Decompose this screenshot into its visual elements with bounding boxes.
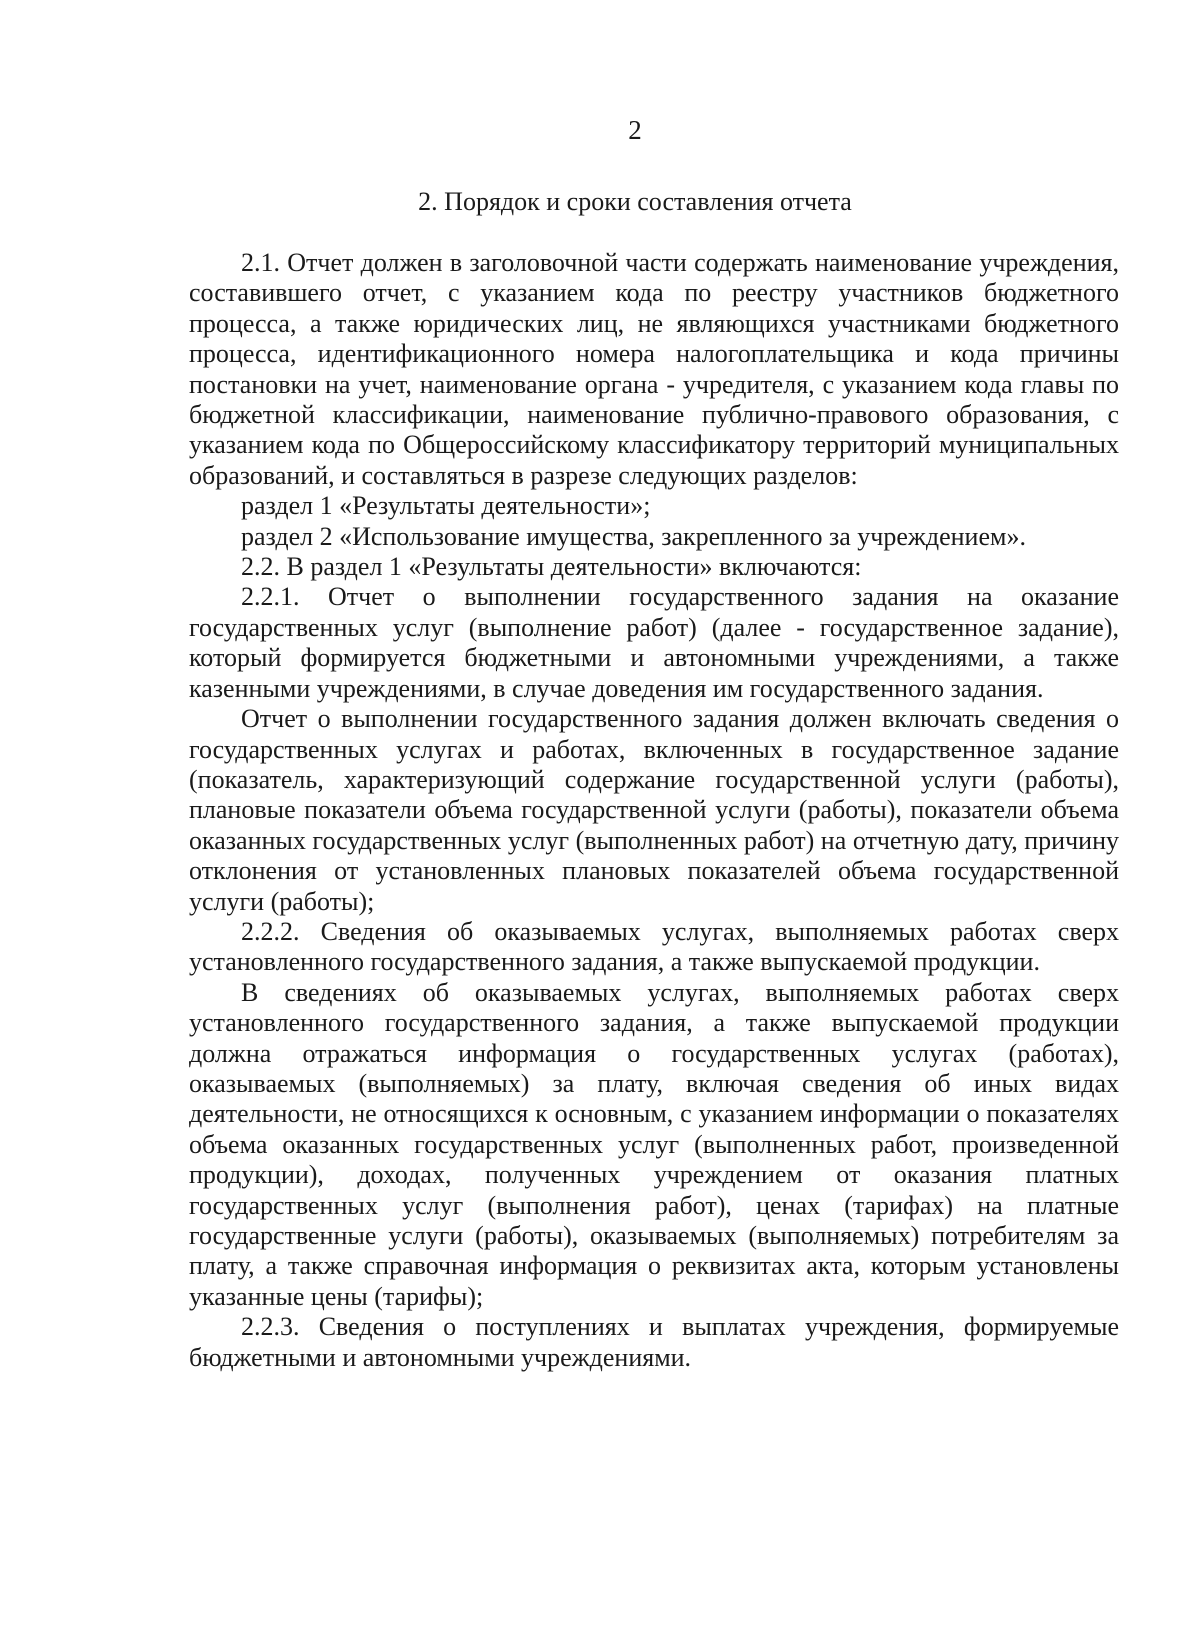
paragraph-2-2: 2.2. В раздел 1 «Результаты деятельности» включаются: <box>241 552 862 582</box>
paragraph-2-2-2: 2.2.2. Сведения об оказываемых услугах, выполняемых работах сверх установленного государственного задания, а также выпускаемой продукции. <box>189 916 1119 977</box>
paragraph-section-1: раздел 1 «Результаты деятельности»; <box>241 491 651 521</box>
page-number: 2 <box>628 115 642 145</box>
section-title: 2. Порядок и сроки составления отчета <box>418 187 852 216</box>
paragraph-section-2: раздел 2 «Использование имущества, закрепленного за учреждением». <box>241 521 1026 551</box>
paragraph-services-info: В сведениях об оказываемых услугах, выполняемых работах сверх установленного государственного задания, а также выпускаемой продукции должна отражаться информация о государственных услугах (работах), оказываемых (выполняемых) за плату, включая сведения об иных видах деятельности, не относящихся к основным, с указанием информации о показателях объема оказанных государственных услуг (выполненных работ, произведенной продукции), доходах, полученных учреждением от оказания платных государственных услуг (выполнения работ), ценах (тарифах) на платные государственные услуги (работы), оказываемых (выполняемых) потребителям за плату, а также справочная информация о реквизитах акта, которым установлены указанные цены (тарифы); <box>189 977 1119 1311</box>
document-body <box>189 248 1119 1373</box>
paragraph-2-2-1: 2.2.1. Отчет о выполнении государственного задания на оказание государственных услуг (выполнение работ) (далее - государственное задание), который формируется бюджетными и автономными учреждениями, а также казенными учреждениями, в случае доведения им государственного задания. <box>189 582 1119 703</box>
paragraph-report-content: Отчет о выполнении государственного задания должен включать сведения о государственных услугах и работах, включенных в государственное задание (показатель, характеризующий содержание государственной услуги (работы), плановые показатели объема государственной услуги (работы), показатели объема оказанных государственных услуг (выполненных работ) на отчетную дату, причину отклонения от установленных плановых показателей объема государственной услуги (работы); <box>189 704 1119 916</box>
paragraph-2-2-3: 2.2.3. Сведения о поступлениях и выплатах учреждения, формируемые бюджетными и автономными учреждениями. <box>189 1312 1119 1372</box>
paragraph-2-1: 2.1. Отчет должен в заголовочной части содержать наименование учреждения, составившего отчет, с указанием кода по реестру участников бюджетного процесса, а также юридических лиц, не являющихся участниками бюджетного процесса, идентификационного номера налогоплательщика и кода причины постановки на учет, наименование органа - учредителя, с указанием кода главы по бюджетной классификации, наименование публично-правового образования, с указанием кода по Общероссийскому классификатору территорий муниципальных образований, и составляться в разрезе следующих разделов: <box>189 248 1119 490</box>
